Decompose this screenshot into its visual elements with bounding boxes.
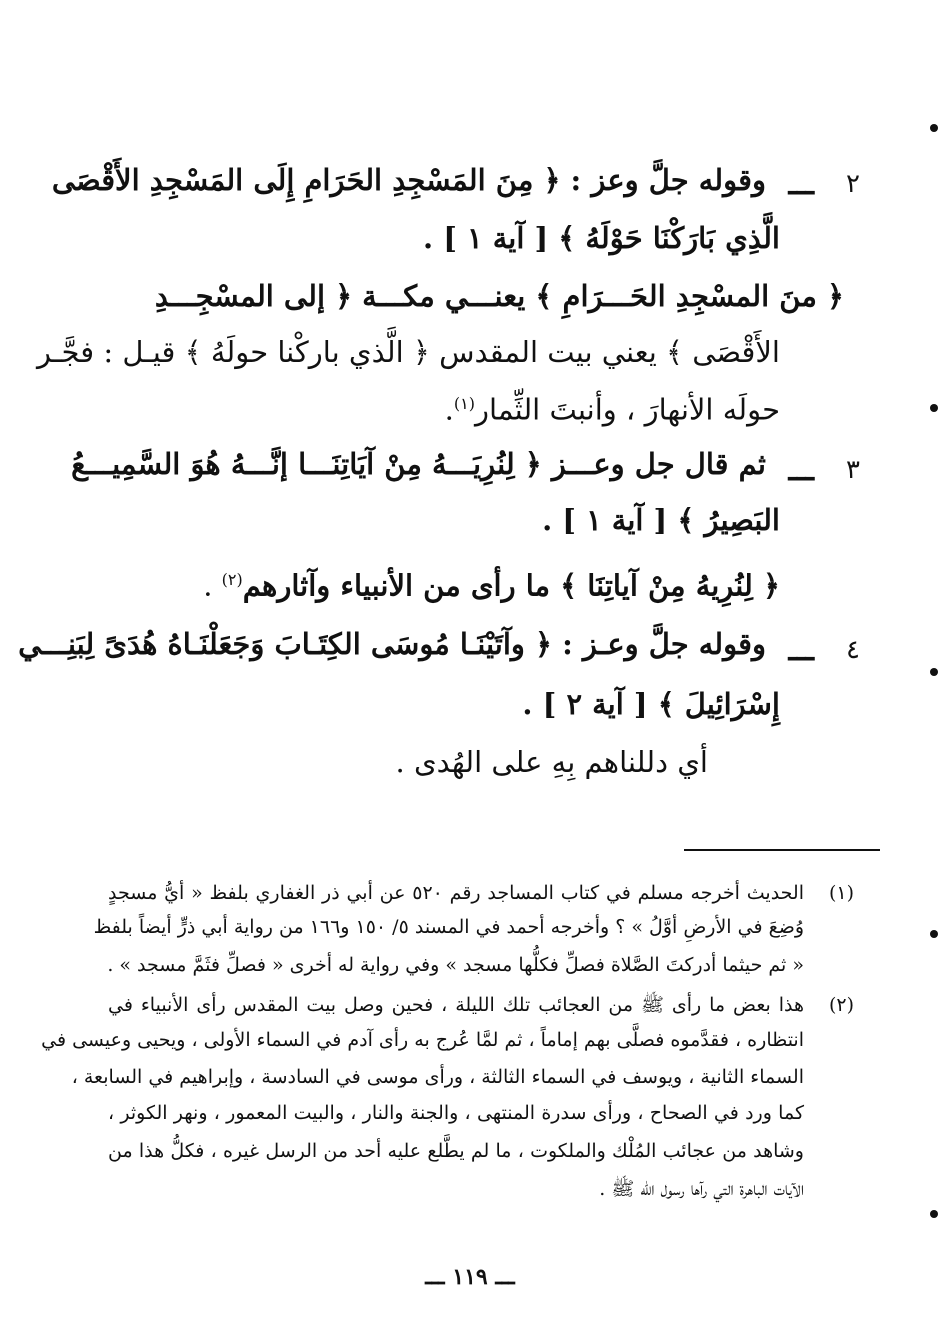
- footnote-2-line-2: انتظاره ، فقدَّموه فصلَّى بهم إماماً ، ثم لمَّا عُرج به رأى آدم في السماء الأولى ، ويحيى وعيسى في: [41, 1029, 804, 1051]
- footnote-separator: [684, 849, 880, 851]
- item-4-line-1: وقوله جلَّ وعـز : ﴿ وآتَيْنَـا مُوسَى الكِتَـابَ وَجَعَلْنَـاهُ هُدَىً لِبَنِـــي: [18, 627, 766, 661]
- footnote-1-line-1: الحديث أخرجه مسلم في كتاب المساجد رقم ٥٢٠ عن أبي ذر الغفاري بلفظ « أيُّ مسجدٍ: [108, 882, 804, 904]
- item-4-explanation: أي دللناهم بِهِ على الهُدى .: [395, 745, 708, 779]
- footnote-2-line-3: السماء الثانية ، ويوسف في السماء الثالثة ، ورأى موسى في السادسة ، وإبراهيم في السابعة ،: [71, 1066, 804, 1088]
- footnote-1-line-3: « ثم حيثما أدركتَ الصَّلاة فصلِّ فكلُّها مسجد » وفي رواية له أخرى « فصلِّ فثَمَّ مسجد » .: [107, 954, 804, 976]
- scan-edge-mark: [930, 668, 938, 676]
- item-2-explanation-line-2: الأَقْصَى ﴾ يعني بيت المقدس ﴿ الَّذي باركْنا حولَهُ ﴾ قيـل : فجَّـر: [37, 335, 780, 369]
- item-3-number: ٣: [846, 455, 860, 485]
- item-4-number: ٤: [846, 635, 860, 665]
- footnote-2-line-5: وشاهد من عجائب المُلْك والملكوت ، ما لم يطَّلع عليه أحد من الرسل غيره ، فكلُّ هذا من: [108, 1140, 804, 1162]
- item-3-line-1: ثم قال جل وعـــز ﴿ لِنُرِيَـــهُ مِنْ آيَاتِنَـــا إنَّـــهُ هُوَ السَّمِيـــعُ: [71, 447, 766, 481]
- item-2-dash: ـــ: [788, 167, 814, 201]
- item-2-number: ٢: [846, 169, 860, 199]
- item-3-dash: ـــ: [788, 453, 814, 487]
- item-4-line-2: إِسْرَائِيلَ ﴾ [ آية ٢ ] .: [522, 687, 780, 721]
- item-3-explanation-text: ﴿ لِنُرِيهُ مِنْ آياتِنَا ﴾ ما رأى من الأنبياء وآثارهم: [242, 568, 780, 603]
- item-3-explanation-end: .: [203, 568, 222, 603]
- item-2-line-2: الَّذِي بَارَكْنَا حَوْلَهُ ﴾ [ آية ١ ] .: [423, 221, 780, 255]
- item-2-explanation-line-3: [380, 384, 780, 430]
- page-number: ـــ ١١٩ ـــ: [425, 1264, 515, 1290]
- footnote-2-number: (٢): [828, 994, 854, 1016]
- footnote-1-number: (١): [828, 882, 854, 904]
- scan-edge-mark: [930, 404, 938, 412]
- item-3-explanation: [180, 560, 780, 606]
- item-2-explanation-line-1: ﴿ منَ المسْجِدِ الحَـــرَامِ ﴾ يعنـــي مكـــة ﴿ إلى المسْجِـــدِ: [154, 279, 844, 313]
- item-4-dash: ـــ: [788, 633, 814, 667]
- scan-edge-mark: [930, 930, 938, 938]
- item-2-explanation-text: حولَه الأنهارَ ، وأنبتَ الثِّمار: [474, 392, 780, 427]
- footnote-2-line-4: كما ورد في الصحاح ، ورأى سدرة المنتهى ، والجنة والنار ، والبيت المعمور ، ونهر الكوثر ،: [108, 1102, 804, 1124]
- footnote-2-line-1: هذا بعض ما رأى ﷺ من العجائب تلك الليلة ، فحين وصل بيت المقدس رأى الأنبياء في: [108, 994, 804, 1016]
- item-2-explanation-end: .: [444, 392, 454, 427]
- scan-edge-mark: [930, 124, 938, 132]
- footnote-1-line-2: وُضِعَ في الأرضِ أوَّلُ » ؟ وأخرجه أحمد في المسند ٥/ ١٥٠ و١٦٦ من رواية أبي ذرٍّ أيضاً بلفظ: [93, 916, 804, 938]
- footnote-ref-2: (٢): [221, 570, 243, 589]
- footnote-2-line-6: الآيات الباهرة التي رآها رسول الله ﷺ .: [599, 1178, 804, 1200]
- item-2-line-1: وقوله جلَّ وعز : ﴿ مِنَ المَسْجِدِ الحَرَامِ إِلَى المَسْجِدِ الأَقْصَى: [51, 163, 766, 197]
- item-3-line-2: البَصِيرُ ﴾ [ آية ١ ] .: [542, 503, 780, 537]
- scan-edge-mark: [930, 1210, 938, 1218]
- footnote-ref-1: (١): [453, 394, 475, 413]
